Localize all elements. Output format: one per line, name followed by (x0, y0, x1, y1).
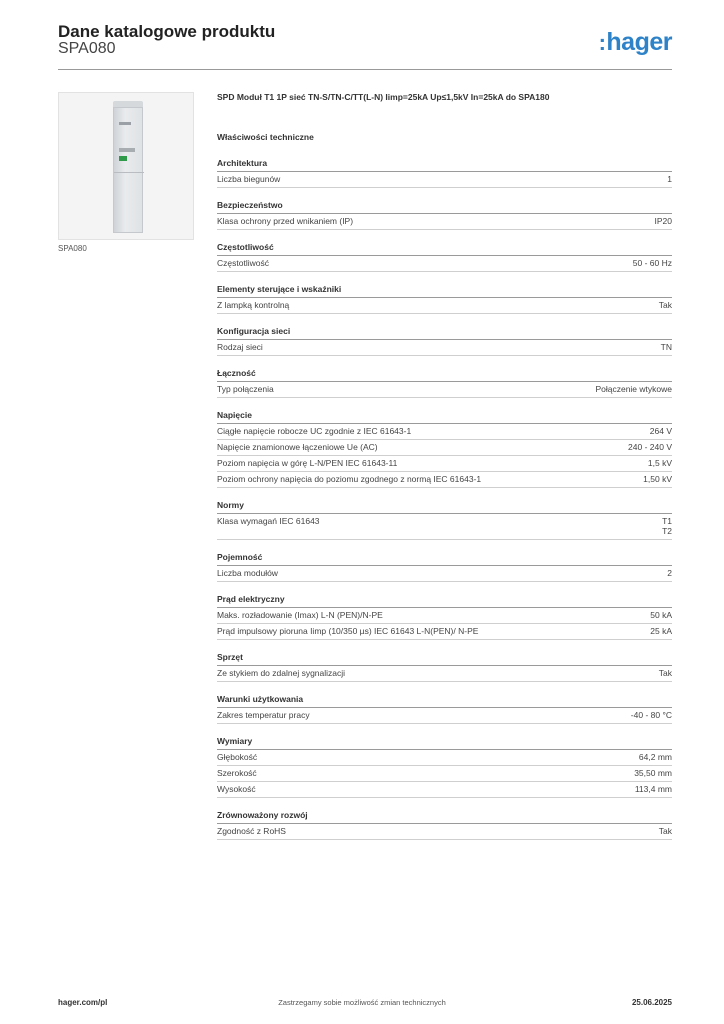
section-title: Zrównoważony rozwój (217, 810, 672, 824)
spec-label: Napięcie znamionowe łączeniowe Ue (AC) (217, 442, 378, 452)
spec-value-line: 64,2 mm (638, 752, 672, 762)
spec-value (628, 442, 672, 452)
spec-value (650, 610, 672, 620)
footer-notice: Zastrzegamy sobie możliwość zmian technicznych (278, 998, 446, 1007)
section-title: Łączność (217, 368, 672, 382)
spec-value-line: 113,4 mm (634, 784, 672, 794)
spec-label: Zakres temperatur pracy (217, 710, 310, 720)
spec-row (217, 456, 672, 472)
section-title: Sprzęt (217, 652, 672, 666)
spec-label: Liczba modułów (217, 568, 278, 578)
spec-label: Głębokość (217, 752, 258, 762)
section-title: Wymiary (217, 736, 672, 750)
section-title: Pojemność (217, 552, 672, 566)
spec-value (643, 474, 672, 484)
spec-value-line: 1 (667, 174, 672, 184)
spec-row (217, 256, 672, 272)
section-title: Normy (217, 500, 672, 514)
spec-label: Ze stykiem do zdalnej sygnalizacji (217, 668, 346, 678)
spec-label: Zgodność z RoHS (217, 826, 286, 836)
spec-value (595, 384, 672, 394)
spec-value (650, 426, 672, 436)
spec-value-line: 264 V (649, 426, 672, 436)
spec-row (217, 424, 672, 440)
section-title: Prąd elektryczny (217, 594, 672, 608)
spec-row (217, 382, 672, 398)
spec-value-line: T2 (662, 526, 672, 536)
spec-label: Maks. rozładowanie (Imax) L-N (PEN)/N-PE (217, 610, 383, 620)
spec-label: Szerokość (217, 768, 257, 778)
spec-value (635, 784, 672, 794)
spec-value (655, 216, 673, 226)
section-title: Elementy sterujące i wskaźniki (217, 284, 672, 298)
spec-section (217, 242, 672, 272)
spec-value (648, 458, 672, 468)
spec-section (217, 200, 672, 230)
header-divider (58, 69, 672, 70)
section-title: Napięcie (217, 410, 672, 424)
spec-label: Liczba biegunów (217, 174, 281, 184)
spec-row (217, 708, 672, 724)
spec-row (217, 566, 672, 582)
spec-value (667, 568, 672, 578)
spec-section (217, 694, 672, 724)
properties-title: Właściwości techniczne (217, 132, 314, 142)
spec-label: Klasa ochrony przed wnikaniem (IP) (217, 216, 354, 226)
spec-label: Ciągłe napięcie robocze UC zgodnie z IEC 61643-1 (217, 426, 412, 436)
spec-value-line: 1,50 kV (643, 474, 672, 484)
spec-value (631, 710, 672, 720)
spec-label: Częstotliwość (217, 258, 269, 268)
spec-value-line: -40 - 80 °C (630, 710, 672, 720)
spec-row (217, 298, 672, 314)
product-description: SPD Moduł T1 1P sieć TN-S/TN-C/TT(L-N) Iimp=25kA Up≤1,5kV In=25kA do SPA180 (217, 92, 550, 102)
spd-module-illustration (113, 101, 143, 233)
spec-section (217, 736, 672, 798)
spec-row (217, 172, 672, 188)
spec-section (217, 368, 672, 398)
spec-value-line: IP20 (654, 216, 672, 226)
spec-label: Prąd impulsowy pioruna Iimp (10/350 µs) IEC 61643 L-N(PEN)/ N-PE (217, 626, 479, 636)
device-body (113, 107, 143, 233)
spec-label: Wysokość (217, 784, 256, 794)
spec-value-line: 50 kA (650, 610, 672, 620)
footer-date: 25.06.2025 (631, 998, 672, 1007)
spec-row (217, 824, 672, 840)
spec-section (217, 410, 672, 488)
spec-value-line: 240 - 240 V (628, 442, 672, 452)
spec-section (217, 284, 672, 314)
spec-section (217, 552, 672, 582)
spec-value-line: 2 (667, 568, 672, 578)
spec-row (217, 766, 672, 782)
spec-row (217, 340, 672, 356)
section-title: Architektura (217, 158, 672, 172)
logo-text: hager (606, 28, 672, 56)
spec-label: Z lampką kontrolną (217, 300, 290, 310)
spec-row (217, 440, 672, 456)
spec-row (217, 472, 672, 488)
footer-website: hager.com/pl (58, 998, 108, 1007)
spec-value (634, 768, 672, 778)
spec-value (667, 174, 672, 184)
device-label (119, 122, 131, 125)
spec-section (217, 326, 672, 356)
spec-row (217, 750, 672, 766)
product-image (58, 92, 194, 240)
spec-value-line: Tak (658, 300, 672, 310)
spec-value (661, 342, 672, 352)
device-label (119, 148, 135, 152)
status-window (119, 156, 127, 161)
section-title: Bezpieczeństwo (217, 200, 672, 214)
spec-label: Typ połączenia (217, 384, 274, 394)
hager-logo (599, 28, 672, 57)
spec-value (650, 626, 672, 636)
spec-value (659, 300, 672, 310)
spec-row (217, 782, 672, 798)
spec-section (217, 158, 672, 188)
spec-value-line: T1 (662, 516, 672, 526)
spec-row (217, 214, 672, 230)
spec-label: Klasa wymagań IEC 61643 (217, 516, 320, 526)
spec-value-line: 50 - 60 Hz (632, 258, 672, 268)
spec-label: Poziom ochrony napięcia do poziomu zgodnego z normą IEC 61643-1 (217, 474, 482, 484)
specifications (217, 92, 672, 852)
section-title: Konfiguracja sieci (217, 326, 672, 340)
logo-colon-mark: : (598, 30, 606, 55)
spec-value (639, 752, 672, 762)
spec-value-line: 25 kA (650, 626, 672, 636)
spec-label: Poziom napięcia w górę L-N/PEN IEC 61643-11 (217, 458, 398, 468)
spec-value-line: TN (660, 342, 672, 352)
spec-value-line: 1,5 kV (647, 458, 672, 468)
spec-value (659, 668, 672, 678)
spec-row (217, 514, 672, 540)
page-title: Dane katalogowe produktu (58, 22, 276, 41)
spec-section (217, 500, 672, 540)
spec-section (217, 652, 672, 682)
product-code: SPA080 (58, 40, 116, 57)
spec-value (662, 516, 672, 536)
section-title: Częstotliwość (217, 242, 672, 256)
spec-row (217, 624, 672, 640)
spec-value (659, 826, 672, 836)
spec-section (217, 810, 672, 840)
spec-value-line: Tak (658, 826, 672, 836)
device-divider (114, 172, 144, 173)
spec-row (217, 666, 672, 682)
spec-value-line: Połączenie wtykowe (595, 384, 672, 394)
spec-row (217, 608, 672, 624)
spec-value-line: Tak (658, 668, 672, 678)
spec-value (633, 258, 672, 268)
spec-section (217, 594, 672, 640)
image-caption: SPA080 (58, 244, 87, 253)
section-title: Warunki użytkowania (217, 694, 672, 708)
spec-label: Rodzaj sieci (217, 342, 263, 352)
spec-value-line: 35,50 mm (634, 768, 672, 778)
spec-sections (217, 158, 672, 840)
